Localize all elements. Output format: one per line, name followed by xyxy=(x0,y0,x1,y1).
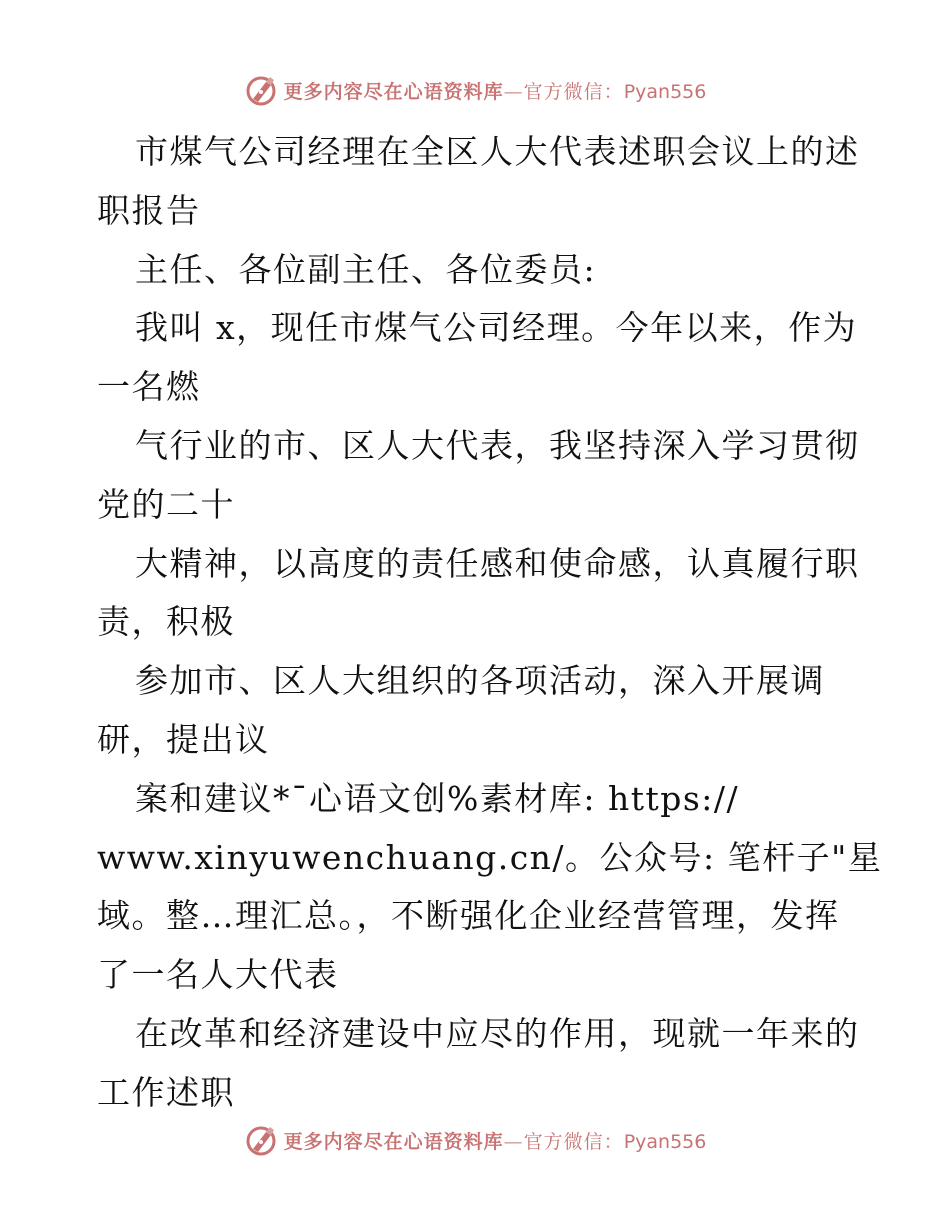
watermark-text xyxy=(284,1127,707,1154)
header-watermark-banner xyxy=(0,70,950,110)
watermark-handle: Pyan556 xyxy=(623,80,707,103)
pen-nib-logo-icon xyxy=(244,73,278,107)
doc-line: 党的二十 xyxy=(97,484,235,524)
watermark-handle: Pyan556 xyxy=(623,1130,707,1153)
watermark-brand: 更多内容尽在心语资料库 xyxy=(283,80,504,103)
watermark-brand: 更多内容尽在心语资料库 xyxy=(283,1130,504,1153)
doc-line: 域。整…理汇总。，不断强化企业经营管理，发挥 xyxy=(97,896,840,936)
doc-line: 大精神，以高度的责任感和使命感，认真履行职 xyxy=(135,543,860,583)
doc-line: 气行业的市、区人大代表，我坚持深入学习贯彻 xyxy=(135,425,860,465)
doc-line-title-2: 职报告 xyxy=(97,190,201,230)
doc-line: 责，积极 xyxy=(97,602,235,642)
doc-line: 一名燃 xyxy=(97,367,201,407)
doc-line: 工作述职 xyxy=(97,1072,235,1112)
doc-line: www.xinyuwenchuang.cn/。公众号: 笔杆子"星 xyxy=(97,837,883,877)
watermark-dash: — xyxy=(503,1130,524,1153)
doc-line: 研，提出议 xyxy=(97,719,270,759)
doc-line: 参加市、区人大组织的各项活动，深入开展调 xyxy=(135,661,825,701)
doc-line-salutation: 主任、各位副主任、各位委员: xyxy=(135,249,597,289)
watermark-label: 官方微信： xyxy=(523,1130,624,1153)
doc-line: 案和建议*¯心语文创%素材库: https:// xyxy=(135,778,740,818)
doc-line-title-1: 市煤气公司经理在全区人大代表述职会议上的述 xyxy=(135,132,860,171)
watermark-text xyxy=(284,77,707,104)
watermark-dash: — xyxy=(503,80,524,103)
doc-line: 了一名人大代表 xyxy=(97,955,339,995)
pen-nib-logo-icon xyxy=(244,1123,278,1157)
doc-line: 在改革和经济建设中应尽的作用，现就一年来的 xyxy=(135,1013,860,1053)
watermark-label: 官方微信： xyxy=(523,80,624,103)
document-body xyxy=(97,123,883,1123)
footer-watermark-banner xyxy=(0,1120,950,1160)
doc-line: 我叫 x，现任市煤气公司经理。今年以来，作为 xyxy=(135,308,858,348)
